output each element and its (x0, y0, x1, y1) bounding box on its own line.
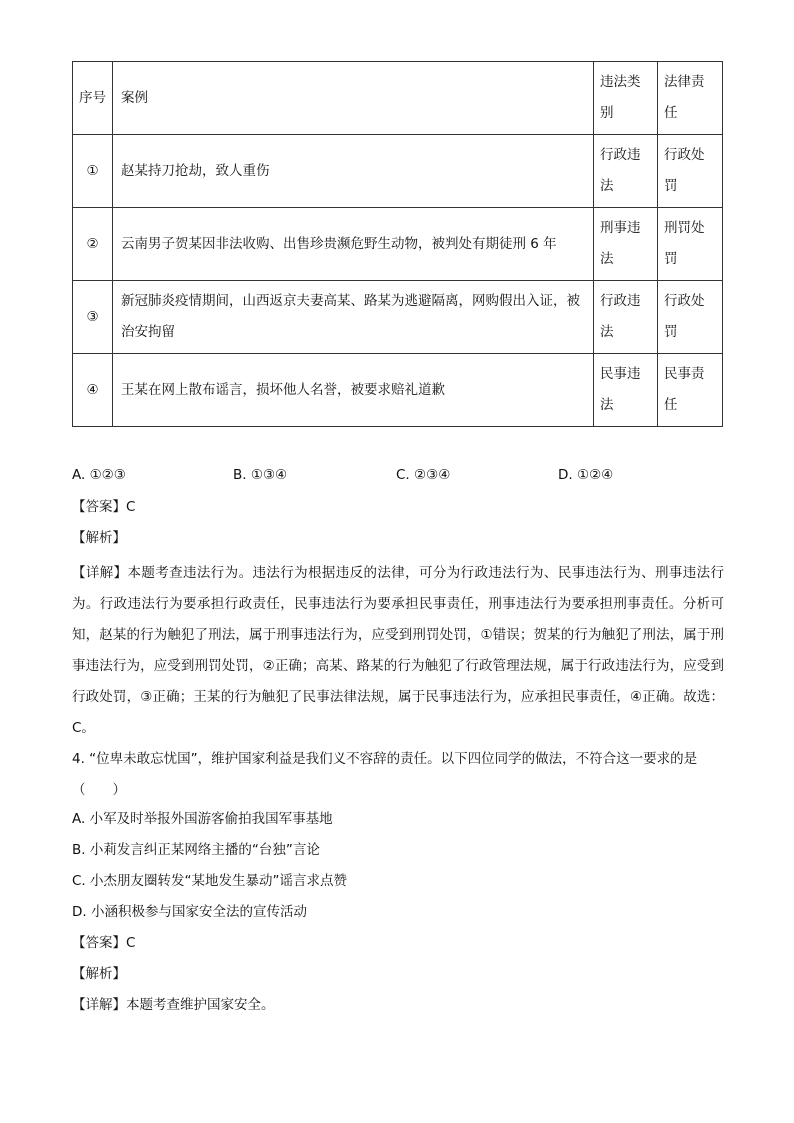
row-case: 赵某持刀抢劫，致人重伤 (113, 135, 594, 208)
row-case: 云南男子贺某因非法收购、出售珍贵濒危野生动物，被判处有期徒刑 6 年 (113, 208, 594, 281)
row-number: ① (73, 135, 113, 208)
table-row (73, 208, 723, 281)
row-legal-liability: 民事责任 (658, 354, 723, 427)
table-header-row (73, 62, 723, 135)
q4-detail: 【详解】本题考查维护国家安全。 (72, 997, 275, 1013)
row-violation-type: 刑事违法 (594, 208, 658, 281)
row-case: 王某在网上散布谣言，损坏他人名誉，被要求赔礼道歉 (113, 354, 594, 427)
row-number: ④ (73, 354, 113, 427)
table-row (73, 281, 723, 354)
q3-analysis-label: 【解析】 (72, 530, 126, 546)
q4-option-a: A. 小军及时举报外国游客偷拍我国军事基地 (72, 811, 333, 827)
q3-option-a: A. ①②③ (72, 467, 126, 483)
q4-option-c: C. 小杰朋友圈转发“某地发生暴动”谣言求点赞 (72, 873, 347, 889)
q3-option-d: D. ①②④ (558, 467, 614, 483)
row-legal-liability: 行政处罚 (658, 281, 723, 354)
q4-option-b: B. 小莉发言纠正某网络主播的“台独”言论 (72, 842, 320, 858)
row-legal-liability: 行政处罚 (658, 135, 723, 208)
header-case: 案例 (113, 62, 594, 135)
q4-analysis-label: 【解析】 (72, 966, 126, 982)
q3-option-b: B. ①③④ (233, 467, 288, 483)
cases-table (72, 61, 723, 427)
row-violation-type: 民事违法 (594, 354, 658, 427)
row-case: 新冠肺炎疫情期间，山西返京夫妻高某、路某为逃避隔离，网购假出入证，被治安拘留 (113, 281, 594, 354)
header-number: 序号 (73, 62, 113, 135)
row-number: ③ (73, 281, 113, 354)
q3-answer: 【答案】C (72, 499, 136, 515)
q3-option-c: C. ②③④ (396, 467, 451, 483)
q4-stem: 4. “位卑未敢忘忧国”，维护国家利益是我们义不容辞的责任。以下四位同学的做法，不符合这一要求的是（ ） (72, 751, 698, 798)
table-row (73, 135, 723, 208)
header-violation-type: 违法类别 (594, 62, 658, 135)
row-number: ② (73, 208, 113, 281)
header-legal-liability: 法律责任 (658, 62, 723, 135)
q3-options (72, 465, 722, 485)
row-legal-liability: 刑罚处罚 (658, 208, 723, 281)
q4-answer: 【答案】C (72, 935, 136, 951)
q4-option-d: D. 小涵积极参与国家安全法的宣传活动 (72, 904, 307, 920)
q3-detail: 【详解】本题考查违法行为。违法行为根据违反的法律，可分为行政违法行为、民事违法行为、刑事违法行为。行政违法行为要承担行政责任，民事违法行为要承担民事责任，刑事违法行为要承担刑事责任。分析可知，赵某的行为触犯了刑法，属于刑事违法行为，应受到刑罚处罚，①错误；贺某的行为触犯了刑法，属于刑事违法行为，应受到刑罚处罚，②正确；高某、路某的行为触犯了行政管理法规，属于行政违法行为，应受到行政处罚，③正确；王某的行为触犯了民事法律法规，属于民事违法行为，应承担民事责任，④正确。故选：C。 (72, 565, 724, 736)
row-violation-type: 行政违法 (594, 135, 658, 208)
row-violation-type: 行政违法 (594, 281, 658, 354)
table-row (73, 354, 723, 427)
